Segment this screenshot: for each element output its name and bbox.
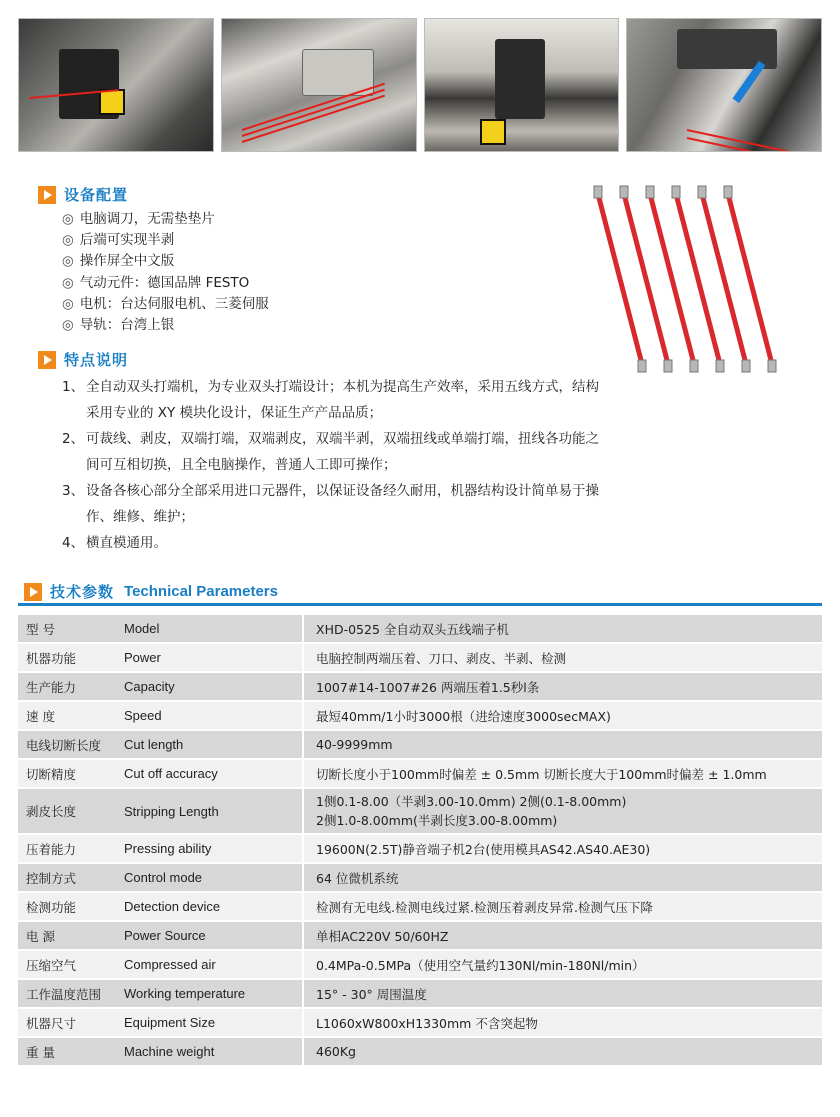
param-value-line: 2侧1.0-8.00mm(半剥长度3.00-8.00mm) (316, 813, 558, 828)
param-name-cn: 速 度 (18, 701, 116, 730)
param-name-en: Cut length (116, 730, 303, 759)
bullet-icon: ◎ (62, 211, 74, 227)
param-value: 64 位微机系统 (303, 863, 822, 892)
param-name-cn: 电 源 (18, 921, 116, 950)
list-item: ◎ 操作屏全中文版 (62, 253, 175, 270)
param-value: 0.4MPa-0.5MPa（使用空气量约130Nl/min-180Nl/min） (303, 950, 822, 979)
param-name-cn: 机器尺寸 (18, 1008, 116, 1037)
table-row (18, 863, 822, 892)
list-item: ◎ 导轨：台湾上银 (62, 317, 175, 334)
features-list (62, 374, 602, 556)
play-arrow-icon (38, 351, 56, 369)
machine-photo-3 (424, 18, 620, 152)
table-row (18, 834, 822, 863)
config-list (62, 209, 269, 336)
param-name-en: Pressing ability (116, 834, 303, 863)
bullet-icon: ◎ (62, 295, 74, 312)
param-value: 电脑控制两端压着、刀口、剥皮、半剥、检测 (303, 643, 822, 672)
param-value: 检测有无电线.检测电线过紧.检测压着剥皮异常.检测气压下降 (303, 892, 822, 921)
param-name-cn: 重 量 (18, 1037, 116, 1066)
table-row (18, 643, 822, 672)
param-name-en: Machine weight (116, 1037, 303, 1066)
play-arrow-icon (38, 186, 56, 204)
table-row (18, 892, 822, 921)
list-item: ◎ 电脑调刀，无需垫垫片 (62, 211, 215, 227)
parameters-table (18, 613, 822, 1067)
param-value: 切断长度小于100mm时偏差 ± 0.5mm 切断长度大于100mm时偏差 ± 1.0mm (303, 759, 822, 788)
param-value: 40-9999mm (303, 730, 822, 759)
bullet-icon: ◎ (62, 253, 74, 270)
tech-title: 技术参数 (50, 583, 115, 601)
param-value-line: 1侧0.1-8.00（半剥3.00-10.0mm) 2侧(0.1-8.00mm) (316, 794, 627, 809)
param-name-cn: 压着能力 (18, 834, 116, 863)
param-name-en: Capacity (116, 672, 303, 701)
wire-harness-illustration (588, 184, 792, 374)
wire-cable (598, 194, 772, 364)
table-row (18, 614, 822, 643)
list-item: ◎ 后端可实现半剥 (62, 232, 175, 249)
param-value: XHD-0525 全自动双头五线端子机 (303, 614, 822, 643)
param-name-cn: 生产能力 (18, 672, 116, 701)
machine-photo-1 (18, 18, 214, 152)
param-name-cn: 切断精度 (18, 759, 116, 788)
features-title: 特点说明 (64, 351, 129, 369)
list-item: ◎ 电机：台达伺服电机、三菱伺服 (62, 295, 269, 312)
table-row (18, 701, 822, 730)
table-row (18, 730, 822, 759)
table-row (18, 672, 822, 701)
param-name-cn: 控制方式 (18, 863, 116, 892)
photo-strip (18, 18, 822, 150)
param-value (303, 788, 822, 834)
table-row (18, 788, 822, 834)
machine-photo-2 (221, 18, 417, 152)
list-item: 2、 可裁线、剥皮，双端打端，双端剥皮，双端半剥，双端扭线或单端打端，扭线各功能之间可互相切换，且全电脑操作，普通人工即可操作； (62, 431, 599, 473)
table-row (18, 921, 822, 950)
play-arrow-icon (24, 583, 42, 601)
param-value: 15° - 30° 周围温度 (303, 979, 822, 1008)
tech-subtitle: Technical Parameters (124, 583, 278, 600)
table-row (18, 979, 822, 1008)
list-item: 1、 全自动双头打端机，为专业双头打端设计；本机为提高生产效率，采用五线方式，结构采用专业的 XY 模块化设计，保证生产产品品质； (62, 379, 599, 421)
param-name-en: Compressed air (116, 950, 303, 979)
param-name-en: Power Source (116, 921, 303, 950)
param-name-en: Model (116, 614, 303, 643)
config-title: 设备配置 (64, 186, 129, 204)
param-value: 单相AC220V 50/60HZ (303, 921, 822, 950)
param-name-en: Control mode (116, 863, 303, 892)
table-row (18, 950, 822, 979)
param-name-en: Stripping Length (116, 788, 303, 834)
table-row (18, 1037, 822, 1066)
machine-photo-4 (626, 18, 822, 152)
param-name-en: Working temperature (116, 979, 303, 1008)
param-name-cn: 电线切断长度 (18, 730, 116, 759)
param-value: 19600N(2.5T)静音端子机2台(使用模具AS42.AS40.AE30) (303, 834, 822, 863)
bullet-icon: ◎ (62, 317, 74, 334)
bullet-icon: ◎ (62, 274, 74, 291)
param-name-en: Detection device (116, 892, 303, 921)
table-row (18, 1008, 822, 1037)
param-name-en: Equipment Size (116, 1008, 303, 1037)
features-heading (38, 349, 128, 370)
param-name-cn: 剥皮长度 (18, 788, 116, 834)
list-item: 3、 设备各核心部分全部采用进口元器件，以保证设备经久耐用，机器结构设计简单易于操作、维修、维护； (62, 483, 599, 525)
param-name-cn: 检测功能 (18, 892, 116, 921)
param-name-en: Cut off accuracy (116, 759, 303, 788)
list-item: ◎ 气动元件：德国品牌 FESTO (62, 274, 250, 291)
param-name-cn: 压缩空气 (18, 950, 116, 979)
table-row (18, 759, 822, 788)
config-heading (38, 184, 128, 205)
bullet-icon: ◎ (62, 232, 74, 249)
param-value: 1007#14-1007#26 两端压着1.5秒l条 (303, 672, 822, 701)
param-name-en: Power (116, 643, 303, 672)
param-name-cn: 机器功能 (18, 643, 116, 672)
list-item: 4、 横直模通用。 (62, 535, 167, 551)
param-value: 最短40mm/1小时3000根（进给速度3000secMAX) (303, 701, 822, 730)
param-value: 460Kg (303, 1037, 822, 1066)
param-name-en: Speed (116, 701, 303, 730)
param-name-cn: 型 号 (18, 614, 116, 643)
param-value: L1060xW800xH1330mm 不含突起物 (303, 1008, 822, 1037)
tech-heading (24, 581, 278, 602)
param-name-cn: 工作温度范围 (18, 979, 116, 1008)
